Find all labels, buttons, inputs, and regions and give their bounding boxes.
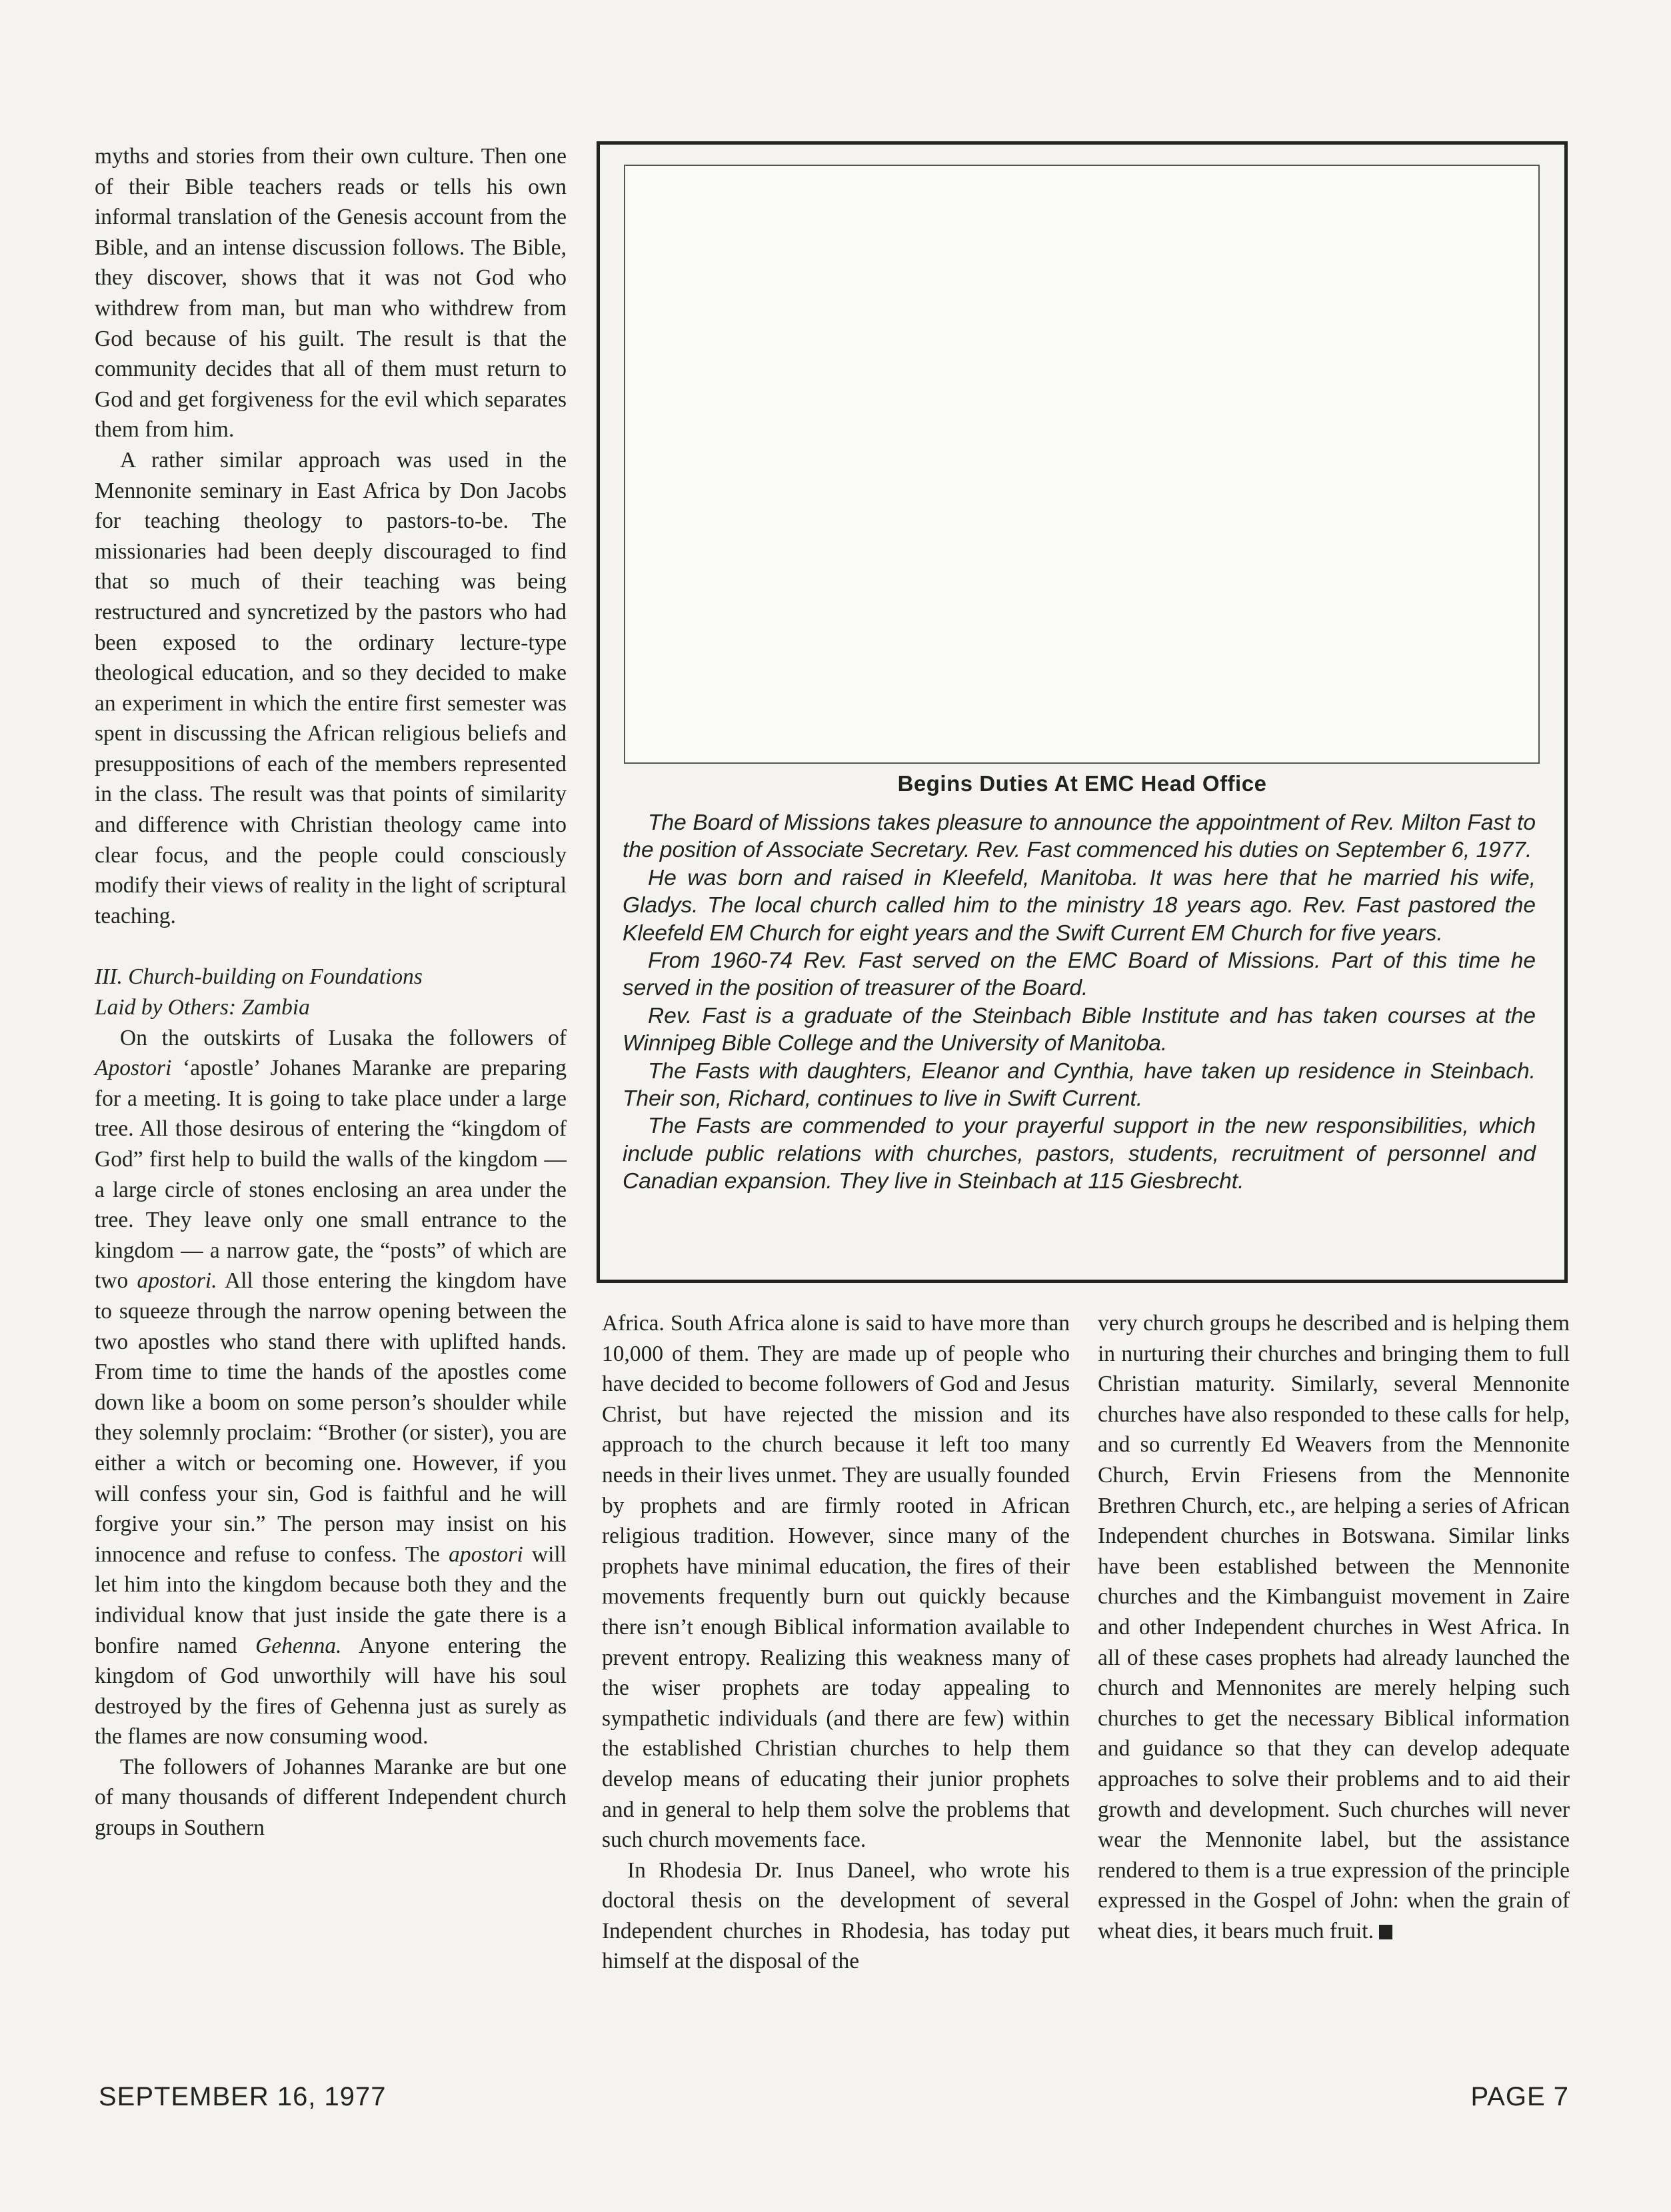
left-article-column — [95, 141, 567, 1843]
paragraph: very church groups he described and is helping them in nurturing their churches and bringing them to full Christian maturity. Similarly, several Mennonite churches have also responded to these calls for help, and so currently Ed Weavers from the Mennonite Church, Ervin Friesens from the Mennonite Brethren Church, etc., are helping a series of African Independent churches in Botswana. Similar links have been established between the Mennonite churches and the Kimbanguist movement in Zaire and other Independent churches in West Africa. In all of these cases prophets had already launched the church and Mennonites are merely helping such churches to get the necessary Biblical information and guidance so that they can develop adequate approaches to solve their problems and to aid their growth and development. Such churches will never wear the Mennonite label, but the assistance rendered to them is a true expression of the principle expressed in the Gospel of John: when the grain of wheat dies, it bears much fruit. — [1098, 1311, 1570, 1943]
paragraph: The Fasts are commended to your prayerful support in the new responsibilities, which include public relations with churches, pastors, students, recruitment of personnel and Canadian expansion. They live in Steinbach at 115 Giesbrecht. — [623, 1114, 1536, 1194]
announcement-box — [597, 141, 1568, 1283]
paragraph: From 1960-74 Rev. Fast served on the EMC Board of Missions. Part of this time he served in the position of treasurer of the Board. — [623, 948, 1536, 1001]
announcement-heading: Begins Duties At EMC Head Office — [897, 771, 1267, 796]
paragraph: Rev. Fast is a graduate of the Steinbach Bible Institute and has taken courses at the Winnipeg Bible College and the University of Manitoba. — [623, 1003, 1536, 1056]
paragraph: myths and stories from their own culture. Then one of their Bible teachers reads or tells his own informal translation of the Genesis account from the Bible, and an intense discussion follows. The Bible, they discover, shows that it was not God who withdrew from man, but man who withdrew from God because of his guilt. The result is that the community decides that all of them must return to God and get forgiveness for the evil which separates them from him. — [95, 144, 567, 443]
page-number: PAGE 7 — [1470, 2082, 1569, 2111]
paragraph: On the outskirts of Lusaka the followers of Apostori ‘apostle’ Johanes Maranke are preparing for a meeting. It is going to take place under a large tree. All those desirous of entering the “kingdom of God” first help to build the walls of the kingdom — a large circle of stones enclosing an area under the tree. They leave only one small entrance to the kingdom — a narrow gate, the “posts” of which are two apostori. All those entering the kingdom have to squeeze through the narrow opening between the two apostles who stand there with uplifted hands. From time to time the hands of the apostles come down like a boom on some person’s shoulder while they solemnly proclaim: “Brother (or sister), you are either a witch or becoming one. However, if you will confess your sin, God is faithful and he will forgive your sin.” The person may insist on his innocence and refuse to confess. The apostori will let him into the kingdom because both they and the individual know that just inside the gate there is a bonfire named Gehenna. Anyone entering the kingdom of God unworthily will have his soul destroyed by the fires of Gehenna just as surely as the flames are now consuming wood. — [95, 1025, 567, 1749]
paragraph: The Fasts with daughters, Eleanor and Cynthia, have taken up residence in Steinbach. Their son, Richard, continues to live in Swift Current. — [623, 1058, 1536, 1112]
footer-date: SEPTEMBER 16, 1977 — [99, 2082, 387, 2111]
announcement-text — [623, 809, 1536, 1196]
paragraph: Africa. South Africa alone is said to have more than 10,000 of them. They are made up of people who have decided to become followers of God and Jesus Christ, but have rejected the mission and its approach to the church because it left too many needs in their lives unmet. They are usually founded by prophets and are firmly rooted in African religious tradition. However, since many of the prophets have minimal education, the fires of their movements frequently burn out quickly because there isn’t enough Biblical information available to prevent entropy. Realizing this weakness many of the wiser prophets are today appealing to sympathetic individuals (and there are few) within the established Christian churches to help them develop means of educating their junior prophets and in general to help them solve the problems that such church movements face. — [602, 1311, 1070, 1853]
paragraph: The followers of Johannes Maranke are but one of many thousands of different Independent church groups in Southern — [95, 1754, 567, 1841]
section-subheading — [95, 962, 567, 1022]
paragraph: In Rhodesia Dr. Inus Daneel, who wrote his doctoral thesis on the development of several Independent churches in Rhodesia, has today put himself at the disposal of the — [602, 1857, 1070, 1974]
paragraph: The Board of Missions takes pleasure to announce the appointment of Rev. Milton Fast to the position of Associate Secretary. Rev. Fast commenced his duties on September 6, 1977. — [623, 810, 1536, 863]
end-mark-icon — [1379, 1925, 1392, 1939]
subheading-line: Laid by Others: Zambia — [95, 995, 310, 1020]
right-article-column — [1098, 1308, 1570, 1946]
paragraph: He was born and raised in Kleefeld, Manitoba. It was here that he married his wife, Gladys. The local church called him to the ministry 18 years ago. Rev. Fast pastored the Kleefeld EM Church for eight years and the Swift Current EM Church for five years. — [623, 865, 1536, 946]
subheading-line: III. Church-building on Foundations — [95, 964, 423, 990]
photo-placeholder — [624, 165, 1540, 764]
paragraph: A rather similar approach was used in the Mennonite seminary in East Africa by Don Jacobs for teaching theology to pastors-to-be. The missionaries had been deeply discouraged to find that so much of their teaching was being restructured and syncretized by the pastors who had been exposed to the ordinary lecture-type theological education, and so they decided to make an experiment in which the entire first semester was spent in discussing the African religious beliefs and presuppositions of each of the members represented in the class. The result was that points of similarity and difference with Christian theology came into clear focus, and the people could consciously modify their views of reality in the light of scriptural teaching. — [95, 447, 567, 928]
middle-article-column — [602, 1308, 1070, 1977]
